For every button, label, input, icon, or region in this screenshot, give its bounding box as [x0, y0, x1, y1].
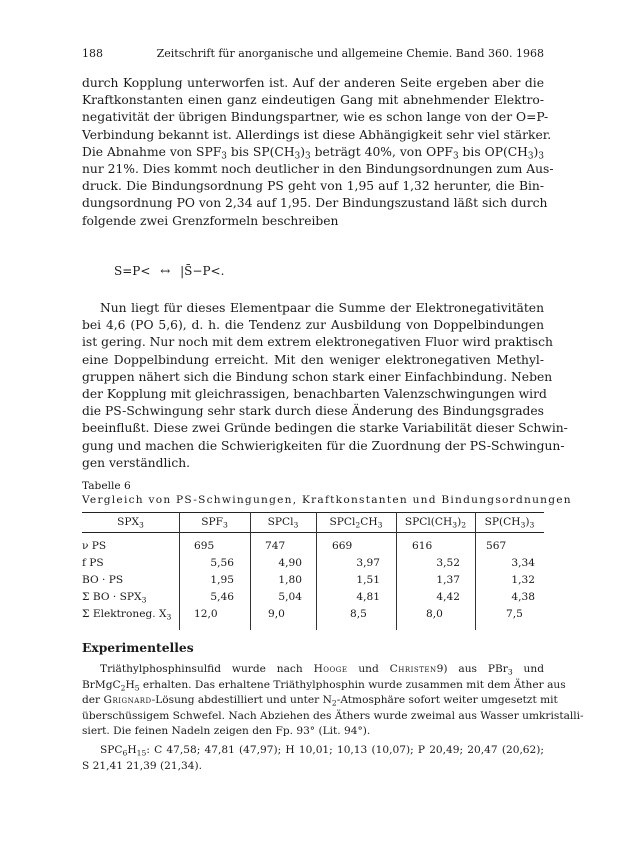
text-line: gung und machen die Schwierigkeiten für die Zuordnung der PS-Schwingun- — [82, 438, 565, 453]
table-cell: 1,32 — [511, 574, 535, 586]
paragraph-force-constants — [82, 75, 554, 230]
text-fragment: der — [82, 694, 104, 706]
table-title: Vergleich von PS-Schwingungen, Kraftkonstanten und Bindungsordnungen — [82, 494, 572, 506]
text-line: eine Doppelbindung erreicht. Mit den weniger elektronegativen Methyl- — [82, 352, 544, 367]
row-label: ν PS — [82, 540, 107, 552]
table-cell: 9,0 — [268, 608, 285, 620]
table-cell: 747 — [265, 540, 286, 552]
table-cell: 1,51 — [356, 574, 380, 586]
text-line: beeinflußt. Diese zwei Gründe bedingen die starke Variabilität dieser Schwin- — [82, 421, 568, 436]
table-cell: 12,0 — [194, 608, 218, 620]
table-cell: 5,56 — [210, 557, 234, 569]
row-label: Σ BO · $SPX_3$ — [82, 591, 147, 605]
table-cell: 3,52 — [436, 557, 460, 569]
table-cell: 3,34 — [511, 557, 535, 569]
experimental-paragraph — [82, 662, 584, 740]
text-line: gruppen nähert sich die Bindung schon stark einer Einfachbindung. Neben — [82, 369, 553, 384]
table-header-cell: SPCl$_3$ — [267, 516, 299, 530]
table-cell: 616 — [412, 540, 433, 552]
row-label: BO · PS — [82, 574, 124, 586]
page-number: 188 — [82, 47, 103, 60]
journal-title: Zeitschrift für anorganische und allgemeine Chemie. Band 360. 1968 — [156, 47, 544, 60]
table-header-cell: $SPF_3$ — [201, 516, 228, 530]
column-divider — [396, 512, 397, 630]
table-header-cell: $SPCl_2CH_3$ — [329, 516, 383, 530]
table-header-cell: $SP(CH_3)_3$ — [484, 516, 535, 530]
text-line: Die Abnahme von $SPF_3$ bis $SP(CH_3)_3$ beträgt 40%, von $OPF_3$ bis $OP(CH_3)_3$ — [82, 144, 544, 162]
column-divider — [475, 512, 476, 630]
text-line: $BrMgC_2H_5$ erhalten. Das erhaltene Triäthylphosphin wurde zusammen mit dem Äther aus — [82, 678, 566, 692]
text-line — [82, 662, 544, 678]
text-line: ist gering. Nur noch mit dem extrem elektronegativen Fluor wird praktisch — [82, 335, 553, 350]
text-line: druck. Die Bindungsordnung PS geht von 1,95 auf 1,32 herunter, die Bin- — [82, 179, 544, 194]
text-line: Nun liegt für dieses Elementpaar die Summe der Elektronegativitäten — [100, 301, 544, 315]
formula-double-bond: S=P< — [114, 264, 151, 278]
column-divider — [179, 512, 180, 630]
table-cell: 3,97 — [356, 557, 380, 569]
text-line: Verbindung bekannt ist. Allerdings ist diese Abhängigkeit sehr viel stärker. — [82, 127, 552, 142]
table-header-cell: $SPCl(CH_3)_2$ — [404, 516, 467, 530]
table-cell: 669 — [332, 540, 353, 552]
table-cell: 1,80 — [278, 574, 302, 586]
running-header — [82, 47, 544, 63]
resonance-arrow-icon: ↔ — [160, 264, 171, 278]
paragraph-electronegativity — [82, 300, 568, 472]
table-cell: 1,95 — [210, 574, 234, 586]
text-fragment: und — [347, 663, 390, 675]
text-line: $SPC_6H_{15}$: C 47,58; 47,81 (47,97); H 10,01; 10,13 (10,07); P 20,49; 20,47 (20,62); — [100, 744, 544, 758]
text-line: gen verständlich. — [82, 455, 191, 470]
table-cell: 7,5 — [506, 608, 523, 620]
text-fragment: Triäthylphosphinsulfid wurde nach — [100, 663, 314, 675]
text-line: dungsordnung PO von 2,34 auf 1,95. Der Bindungszustand läßt sich durch — [82, 196, 548, 211]
table-cell: 5,04 — [278, 591, 302, 603]
table-cell: 4,38 — [511, 591, 535, 603]
table-cell: 4,42 — [436, 591, 460, 603]
text-line: bei 4,6 (PO 5,6), d. h. die Tendenz zur Ausbildung von Doppelbindungen — [82, 318, 544, 333]
text-fragment: -Lösung abdestilliert und unter $N_2$-Atmosphäre sofort weiter umgesetzt mit — [151, 694, 558, 708]
text-line: nur 21%. Dies kommt noch deutlicher in den Bindungsordnungen zum Aus- — [82, 162, 554, 177]
formula-single-bond: |S̄−P<. — [180, 264, 225, 278]
table-cell: 5,46 — [210, 591, 234, 603]
text-line: Kraftkonstanten einen ganz eindeutigen Gang mit abnehmender Elektro- — [82, 93, 544, 108]
section-heading: Experimentelles — [82, 640, 194, 655]
text-fragment: 9) aus PBr$_3$ und — [436, 663, 544, 677]
column-divider — [250, 512, 251, 630]
text-line — [82, 693, 558, 709]
author-name: Grignard — [103, 694, 152, 706]
table-label: Tabelle 6 — [82, 480, 131, 492]
author-name: Hooge — [313, 663, 348, 675]
table-cell: 8,0 — [426, 608, 443, 620]
text-line: überschüssigem Schwefel. Nach Abziehen des Äthers wurde zweimal aus Wasser umkristalli- — [82, 709, 584, 722]
text-line: die PS-Schwingung sehr stark durch diese Änderung des Bindungsgrades — [82, 404, 544, 419]
text-line: der Kopplung mit gleichrassigen, benachbarten Valenzschwingungen wird — [82, 387, 547, 402]
text-line: negativität der übrigen Bindungspartner, wie es schon lange von der O=P- — [82, 110, 549, 125]
resonance-formula — [114, 264, 224, 278]
text-line: folgende zwei Grenzformeln beschreiben — [82, 213, 339, 228]
table-cell: 4,90 — [278, 557, 302, 569]
author-name: Christen — [389, 663, 437, 675]
table-cell: 4,81 — [356, 591, 380, 603]
elemental-analysis — [82, 743, 544, 774]
column-divider — [316, 512, 317, 630]
table-cell: 8,5 — [350, 608, 367, 620]
text-line: siert. Die feinen Nadeln zeigen den Fp. 93° (Lit. 94°). — [82, 725, 371, 737]
row-label: Σ Elektroneg. $X_3$ — [82, 608, 172, 622]
table-header-cell: $SPX_3$ — [117, 516, 144, 530]
table-cell: 695 — [194, 540, 215, 552]
row-label: f PS — [82, 557, 104, 569]
text-line: durch Kopplung unterworfen ist. Auf der anderen Seite ergeben aber die — [82, 76, 544, 90]
text-line: S 21,41 21,39 (21,34). — [82, 759, 202, 772]
table-cell: 1,37 — [436, 574, 460, 586]
table-cell: 567 — [486, 540, 507, 552]
